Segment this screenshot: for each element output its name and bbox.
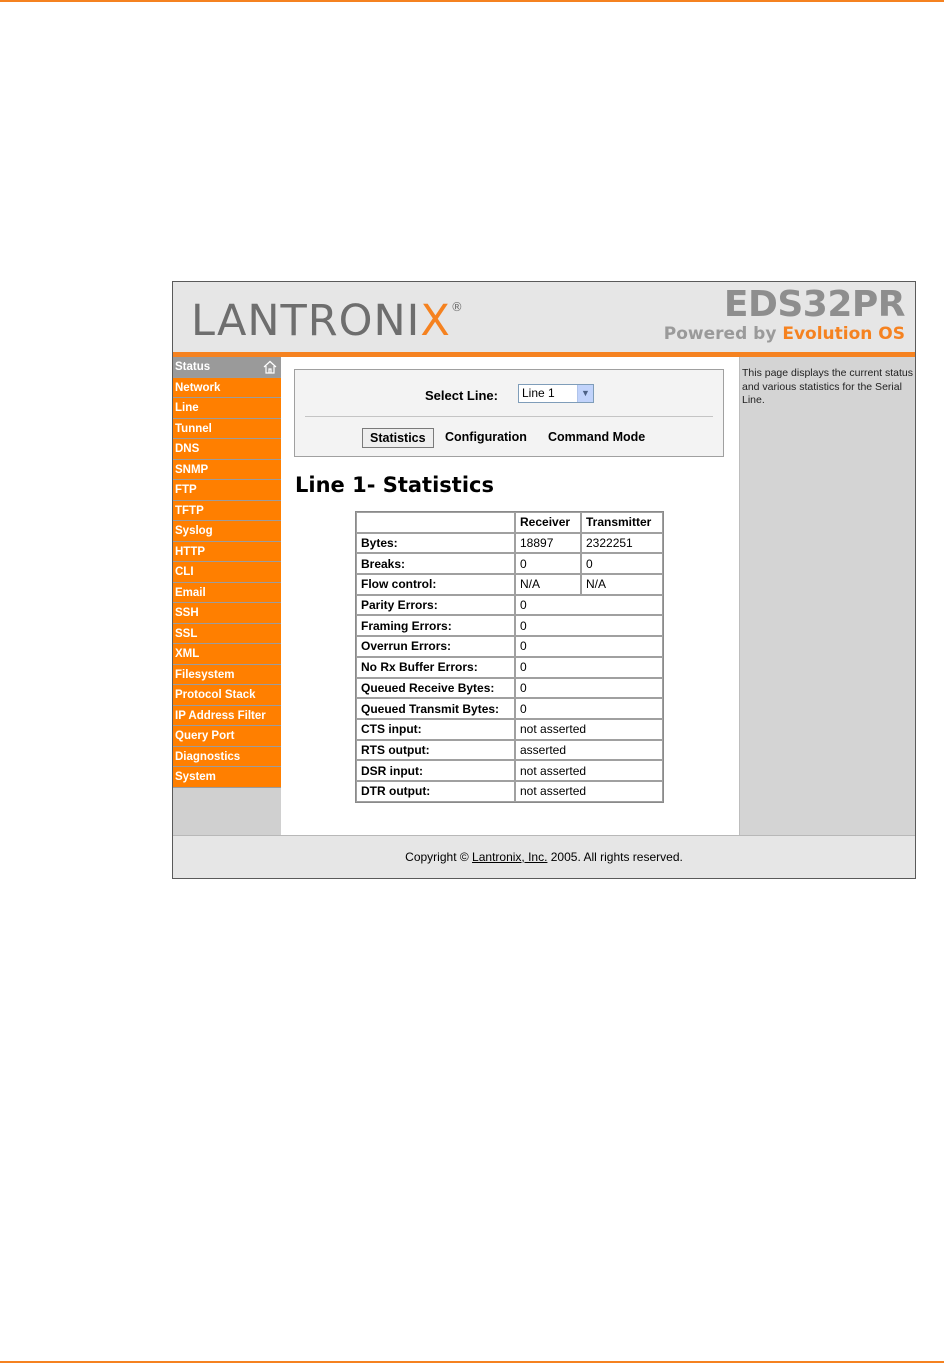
row-value: 0	[515, 595, 663, 616]
table-header-row	[356, 512, 663, 533]
product-model: EDS32PR	[723, 284, 905, 325]
row-value: 0	[515, 698, 663, 719]
sidebar-item-status[interactable]: Status	[173, 357, 281, 378]
table-row	[356, 740, 663, 761]
table-row	[356, 574, 663, 595]
chevron-down-icon[interactable]: ▼	[577, 385, 593, 402]
table-row	[356, 533, 663, 554]
sidebar-item-dns[interactable]: DNS	[173, 439, 281, 460]
sidebar-item-tftp[interactable]: TFTP	[173, 501, 281, 522]
row-label: Framing Errors:	[356, 615, 515, 636]
row-label: Queued Transmit Bytes:	[356, 698, 515, 719]
table-row	[356, 657, 663, 678]
sidebar-item-ssl[interactable]: SSL	[173, 624, 281, 645]
home-icon[interactable]	[262, 359, 278, 375]
transmitter-value: 0	[581, 553, 663, 574]
row-label: Queued Receive Bytes:	[356, 678, 515, 699]
statistics-table	[355, 511, 664, 803]
row-label: Parity Errors:	[356, 595, 515, 616]
table-row	[356, 615, 663, 636]
copyright-text: Copyright © Lantronix, Inc. 2005. All rights reserved.	[405, 850, 683, 864]
line-selector-panel	[294, 369, 724, 457]
divider	[305, 416, 713, 417]
page-title: Line 1- Statistics	[295, 473, 494, 497]
row-label: Breaks:	[356, 553, 515, 574]
sidebar-item-line[interactable]: Line	[173, 398, 281, 419]
main-content	[281, 357, 739, 835]
receiver-value: 0	[515, 553, 581, 574]
sidebar-item-diagnostics[interactable]: Diagnostics	[173, 747, 281, 768]
sidebar-nav	[173, 357, 281, 835]
lantronix-link[interactable]: Lantronix, Inc.	[472, 850, 548, 864]
sidebar-item-syslog[interactable]: Syslog	[173, 521, 281, 542]
sidebar-item-ftp[interactable]: FTP	[173, 480, 281, 501]
table-row	[356, 698, 663, 719]
row-value: 0	[515, 678, 663, 699]
row-value: asserted	[515, 740, 663, 761]
column-header: Transmitter	[581, 512, 663, 533]
table-row	[356, 553, 663, 574]
transmitter-value: N/A	[581, 574, 663, 595]
tab-statistics[interactable]: Statistics	[362, 428, 434, 448]
sidebar-item-xml[interactable]: XML	[173, 644, 281, 665]
row-label: DSR input:	[356, 760, 515, 781]
sidebar-item-ssh[interactable]: SSH	[173, 603, 281, 624]
receiver-value: 18897	[515, 533, 581, 554]
row-label: Flow control:	[356, 574, 515, 595]
product-branding	[664, 286, 905, 344]
footer	[173, 835, 915, 879]
sidebar-item-http[interactable]: HTTP	[173, 542, 281, 563]
page-bottom-rule	[0, 1361, 944, 1363]
tab-command-mode[interactable]: Command Mode	[548, 430, 646, 444]
header	[173, 282, 915, 352]
row-label: Bytes:	[356, 533, 515, 554]
sidebar-item-system[interactable]: System	[173, 767, 281, 788]
table-row	[356, 678, 663, 699]
table-row	[356, 781, 663, 802]
row-label: RTS output:	[356, 740, 515, 761]
browser-page-frame	[172, 281, 916, 879]
sidebar-item-filesystem[interactable]: Filesystem	[173, 665, 281, 686]
table-row	[356, 636, 663, 657]
sidebar-item-snmp[interactable]: SNMP	[173, 460, 281, 481]
sidebar-item-cli[interactable]: CLI	[173, 562, 281, 583]
transmitter-value: 2322251	[581, 533, 663, 554]
select-line-label: Select Line:	[425, 388, 498, 403]
row-label: Overrun Errors:	[356, 636, 515, 657]
sidebar-item-protocol-stack[interactable]: Protocol Stack	[173, 685, 281, 706]
column-header: Receiver	[515, 512, 581, 533]
row-value: 0	[515, 615, 663, 636]
row-label: DTR output:	[356, 781, 515, 802]
sidebar-item-network[interactable]: Network	[173, 378, 281, 399]
row-value: not asserted	[515, 781, 663, 802]
powered-by-tagline: Powered by Evolution OS	[663, 324, 905, 344]
sidebar-item-email[interactable]: Email	[173, 583, 281, 604]
row-value: 0	[515, 657, 663, 678]
sidebar-item-query-port[interactable]: Query Port	[173, 726, 281, 747]
table-row	[356, 760, 663, 781]
column-header	[356, 512, 515, 533]
page-top-rule	[0, 0, 944, 2]
receiver-value: N/A	[515, 574, 581, 595]
sidebar-item-tunnel[interactable]: Tunnel	[173, 419, 281, 440]
help-text: This page displays the current status and various statistics for the Serial Line.	[742, 367, 914, 406]
table-row	[356, 595, 663, 616]
tab-configuration[interactable]: Configuration	[445, 430, 527, 444]
table-row	[356, 719, 663, 740]
row-label: No Rx Buffer Errors:	[356, 657, 515, 678]
row-value: not asserted	[515, 760, 663, 781]
help-panel	[739, 357, 915, 835]
lantronix-logo: LANTRONIX®	[191, 296, 464, 346]
line-select-value: Line 1	[522, 386, 555, 400]
row-label: CTS input:	[356, 719, 515, 740]
sidebar-item-ip-address-filter[interactable]: IP Address Filter	[173, 706, 281, 727]
row-value: 0	[515, 636, 663, 657]
line-select[interactable]	[518, 384, 594, 403]
row-value: not asserted	[515, 719, 663, 740]
